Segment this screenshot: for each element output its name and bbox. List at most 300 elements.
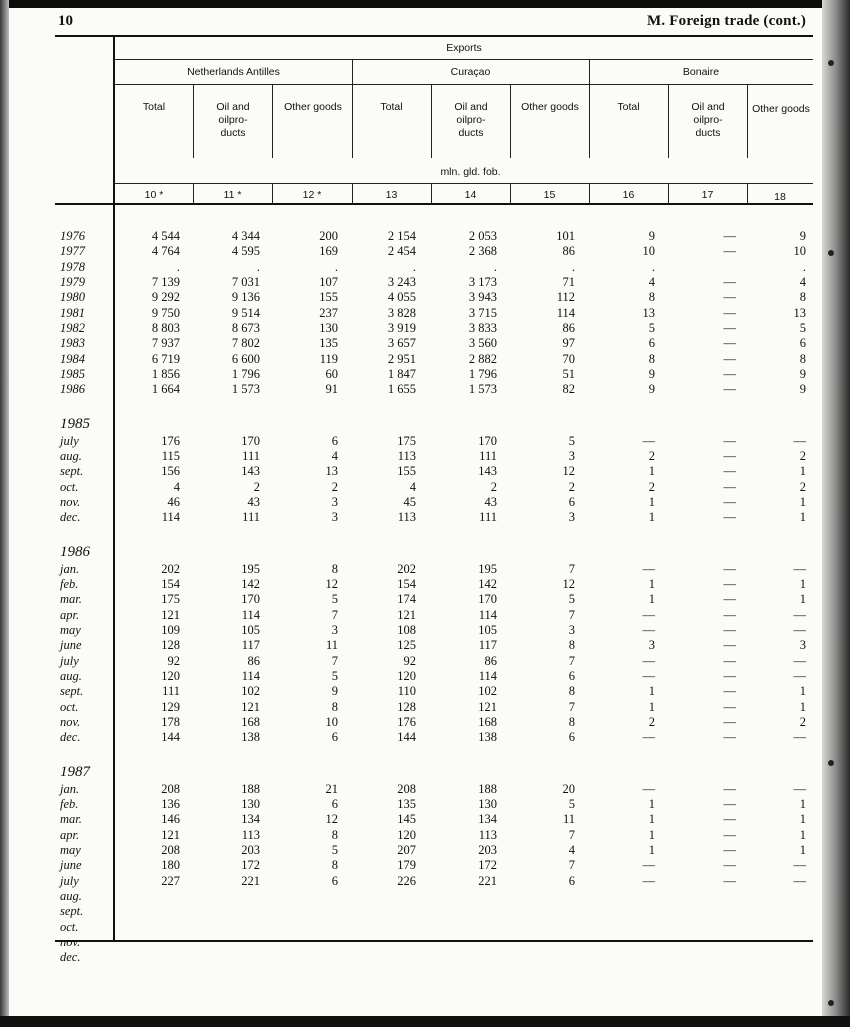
table-cell: 1 [799,796,806,811]
column-number: 14 [464,189,477,201]
table-cell: 142 [241,576,260,591]
table-cell: 11 [325,638,338,653]
table-cell: . [256,259,260,274]
table-cell: 105 [241,622,260,637]
table-cell: 1 [648,494,655,509]
table-cell: 12 [325,812,338,827]
table-cell: 156 [161,464,180,479]
table-cell: 130 [241,796,260,811]
row-label: 1980 [60,290,85,305]
table-cell: 170 [478,433,497,448]
table-cell: 3 [568,510,575,525]
table-cell: 1 [799,464,806,479]
table-cell: 6 [331,730,338,745]
table-cell: 13 [642,305,655,320]
column-number: 18 [774,191,786,203]
row-label: nov. [60,714,81,729]
table-cell: 86 [484,653,497,668]
row-label: jan. [60,561,80,576]
table-cell: 3 [648,638,655,653]
table-cell: 86 [562,320,575,335]
row-label: june [60,638,82,653]
table-cell: 3 833 [468,320,497,335]
table-cell: 1 [799,827,806,842]
table-cell: 6 [331,433,338,448]
table-cell: 121 [161,607,180,622]
table-cell: 97 [562,336,575,351]
table-cell: 2 [648,714,655,729]
table-cell: 115 [161,448,180,463]
bottom-scan-border [0,1016,850,1027]
row-label: sept. [60,464,84,479]
table-cell: 82 [562,382,575,397]
table-cell: 86 [247,653,260,668]
table-cell: 113 [397,448,416,463]
row-label: aug. [60,448,82,463]
group-rule [115,84,813,85]
unit-label: mln. gld. fob. [440,166,501,178]
table-cell: 2 [799,479,806,494]
table-cell: 121 [478,699,497,714]
table-cell: 136 [161,796,180,811]
table-cell: — [723,781,736,796]
table-cell: 11 [562,812,575,827]
col-header-total: Total [617,101,640,113]
table-cell: 1 [648,842,655,857]
table-cell: . [493,259,497,274]
table-cell: 2 [253,479,260,494]
table-cell: 125 [397,638,416,653]
row-label: dec. [60,510,81,525]
table-cell: 113 [478,827,497,842]
table-cell: 8 [331,858,338,873]
table-cell: 60 [325,366,338,381]
table-cell: — [723,699,736,714]
table-cell: 3 [568,448,575,463]
table-cell: — [723,653,736,668]
table-cell: 221 [241,873,260,888]
table-cell: 7 [568,858,575,873]
table-cell: 92 [403,653,416,668]
table-cell: — [723,336,736,351]
table-cell: 176 [397,714,416,729]
table-cell: 8 673 [231,320,260,335]
table-cell: 8 [799,351,806,366]
table-cell: 111 [479,510,497,525]
table-cell: — [793,858,806,873]
table-cell: 138 [478,730,497,745]
col-header-oil: Oil and oilpro- ducts [216,101,250,139]
binding-hole-dot [828,250,834,256]
table-cell: 6 719 [151,351,180,366]
table-cell: 92 [167,653,180,668]
table-cell: 5 [331,592,338,607]
table-cell: — [723,479,736,494]
table-cell: 130 [319,320,338,335]
table-cell: — [642,873,655,888]
row-label: 1981 [60,305,85,320]
table-cell: 128 [397,699,416,714]
table-cell: 195 [241,561,260,576]
binding-hole-dot [828,60,834,66]
col-header-total: Total [380,101,403,113]
table-cell: 4 544 [151,229,180,243]
table-cell: — [723,858,736,873]
table-cell: — [723,561,736,576]
table-cell: 9 750 [151,305,180,320]
table-cell: 6 [568,873,575,888]
col-header-other: Other goods [752,103,810,115]
table-cell: 170 [241,592,260,607]
row-label: nov. [60,934,81,949]
table-cell: 2 [648,479,655,494]
table-cell: 10 [642,244,655,259]
table-cell: 3 657 [387,336,416,351]
table-cell: 8 [799,290,806,305]
table-cell: 146 [161,812,180,827]
group-heading-curacao: Curaçao [450,66,491,78]
column-number: 12 * [302,189,322,201]
period-heading: 1986 [60,543,90,560]
table-cell: 174 [397,592,416,607]
table-cell: 107 [319,274,338,289]
row-label: 1976 [60,229,85,243]
table-cell: 142 [478,576,497,591]
table-cell: 135 [397,796,416,811]
table-cell: 9 136 [231,290,260,305]
table-cell: 1 796 [468,366,497,381]
table-cell: — [723,433,736,448]
table-cell: 2 882 [468,351,497,366]
table-cell: — [793,433,806,448]
table-cell: 138 [241,730,260,745]
table-cell: 3 [331,622,338,637]
table-cell: 227 [161,873,180,888]
row-label: may [60,842,81,857]
table-cell: 117 [478,638,497,653]
table-cell: 6 600 [231,351,260,366]
table-cell: — [723,730,736,745]
table-cell: 1 796 [231,366,260,381]
table-cell: 21 [325,781,338,796]
table-cell: 203 [241,842,260,857]
table-cell: 202 [397,561,416,576]
table-cell: 4 [648,274,655,289]
row-label: may [60,622,81,637]
row-label: oct. [60,479,79,494]
table-cell: 12 [325,576,338,591]
column-divider [431,84,432,158]
table-cell: 2 [799,448,806,463]
col-header-total: Total [142,101,166,113]
table-cell: 4 344 [231,229,260,243]
table-cell: — [723,320,736,335]
table-cell: 3 173 [468,274,497,289]
column-number: 11 * [223,189,242,201]
table-cell: 9 [799,229,806,243]
table-cell: — [642,607,655,622]
table-cell: 9 [648,229,655,243]
table-cell: — [723,244,736,259]
table-cell: 8 [331,699,338,714]
column-number: 13 [385,189,398,201]
table-cell: — [723,684,736,699]
table-cell: 8 [568,684,575,699]
row-label: aug. [60,668,82,683]
table-cell: — [723,494,736,509]
table-cell: 9 [648,382,655,397]
row-label: nov. [60,494,81,509]
table-cell: — [793,873,806,888]
table-cell: — [723,510,736,525]
row-label: 1984 [60,351,85,366]
table-cell: 110 [397,684,416,699]
table-cell: 20 [562,781,575,796]
table-cell: 1 [799,576,806,591]
table-cell: 112 [556,290,575,305]
table-cell: 168 [478,714,497,729]
table-cell: 195 [478,561,497,576]
table-cell: 7 802 [231,336,260,351]
table-cell: 155 [397,464,416,479]
table-cell: — [793,561,806,576]
table-cell: 71 [562,274,575,289]
table-cell: 188 [241,781,260,796]
table-cell: 172 [478,858,497,873]
table-cell: 121 [241,699,260,714]
column-number: 15 [543,189,556,201]
table-cell: 144 [397,730,416,745]
table-cell: 1 [648,592,655,607]
table-cell: 180 [161,858,180,873]
table-cell: 5 [799,320,806,335]
table-cell: 175 [161,592,180,607]
table-cell: 1 [648,576,655,591]
table-cell: 6 [331,873,338,888]
row-label: july [60,653,79,668]
table-cell: — [723,873,736,888]
period-heading: 1985 [60,415,90,432]
table-cell: 208 [161,781,180,796]
table-cell: 5 [648,320,655,335]
table-cell: 2 368 [468,244,497,259]
table-cell: 135 [319,336,338,351]
binding-hole-dot [828,760,834,766]
table-cell: 155 [319,290,338,305]
table-cell: — [723,351,736,366]
table-cell: 2 951 [387,351,416,366]
table-cell: 9 [648,366,655,381]
table-cell: 7 [568,607,575,622]
table-cell: — [642,433,655,448]
table-cell: 3 [799,638,806,653]
section-title: M. Foreign trade (cont.) [647,13,807,29]
row-label: june [60,858,82,873]
table-cell: 8 [648,351,655,366]
table-cell: 1 [648,796,655,811]
table-cell: 7 937 [151,336,180,351]
top-scan-border [0,0,850,8]
group-heading-netherlands-antilles: Netherlands Antilles [187,66,280,78]
table-cell: — [642,653,655,668]
table-cell: 3 560 [468,336,497,351]
table-cell: 130 [478,796,497,811]
table-cell: 8 [331,561,338,576]
table-cell: — [793,668,806,683]
table-cell: 3 715 [468,305,497,320]
table-cell: 4 764 [151,244,180,259]
table-cell: 113 [241,827,260,842]
row-label: 1979 [60,274,85,289]
table-cell: 43 [247,494,260,509]
table-cell: 203 [478,842,497,857]
column-divider [272,84,273,158]
row-label: july [60,433,79,448]
table-cell: . [176,259,180,274]
table-cell: 1 [799,684,806,699]
table-cell: 8 [648,290,655,305]
table-cell: 134 [241,812,260,827]
table-cell: 237 [319,305,338,320]
table-cell: 221 [478,873,497,888]
table-cell: 2 [331,479,338,494]
table-cell: 1 [799,842,806,857]
table-cell: 102 [241,684,260,699]
table-cell: 6 [648,336,655,351]
table-cell: — [723,592,736,607]
table-cell: 3 828 [387,305,416,320]
exports-rule [115,59,813,60]
row-label: sept. [60,904,84,919]
table-cell: 7 031 [231,274,260,289]
table-cell: — [723,464,736,479]
table-cell: — [723,305,736,320]
column-number: 17 [701,189,714,201]
table-cell: 1 [648,827,655,842]
row-label: 1978 [60,259,85,274]
col-header-other: Other goods [284,101,342,113]
row-label: feb. [60,796,79,811]
table-cell: 8 803 [151,320,180,335]
table-cell: 114 [556,305,575,320]
table-cell: 202 [161,561,180,576]
table-cell: 8 [568,638,575,653]
table-cell: — [723,448,736,463]
table-cell: 170 [241,433,260,448]
table-cell: — [723,668,736,683]
table-cell: 119 [319,351,338,366]
table-cell: 188 [478,781,497,796]
table-cell: 2 [648,448,655,463]
table-cell: 102 [478,684,497,699]
table-cell: 1 [799,812,806,827]
table-cell: 134 [478,812,497,827]
table-cell: 6 [331,796,338,811]
row-label: sept. [60,684,84,699]
table-cell: 101 [556,229,575,243]
table-cell: — [642,622,655,637]
table-cell: 1 [648,684,655,699]
table-cell: 111 [242,448,260,463]
table-cell: 1 847 [387,366,416,381]
table-cell: 143 [478,464,497,479]
table-cell: 175 [397,433,416,448]
table-cell: . [651,259,655,274]
table-cell: 207 [397,842,416,857]
row-label: 1986 [60,382,85,397]
table-cell: 143 [241,464,260,479]
column-number: 16 [622,189,635,201]
row-label: july [60,873,79,888]
table-cell: 10 [793,244,806,259]
row-label: feb. [60,576,79,591]
table-cell: 5 [331,668,338,683]
table-cell: 7 [568,699,575,714]
row-label: 1977 [60,244,85,259]
table-cell: 144 [161,730,180,745]
table-cell: . [571,259,575,274]
table-cell: 113 [397,510,416,525]
table-cell: 1 [648,464,655,479]
table-cell: 169 [319,244,338,259]
table-cell: 170 [478,592,497,607]
table-cell: 200 [319,229,338,243]
table-cell: 2 [799,714,806,729]
binding-hole-dot [828,1000,834,1006]
row-label: mar. [60,592,82,607]
table-cell: 9 [799,366,806,381]
table-cell: 109 [161,622,180,637]
table-cell: 176 [161,433,180,448]
group-heading-bonaire: Bonaire [682,66,720,78]
row-label: mar. [60,812,82,827]
table-cell: 121 [397,607,416,622]
right-page-edge [822,0,850,1027]
table-cell: — [723,827,736,842]
table-cell: — [723,842,736,857]
table-cell: 1 [648,510,655,525]
table-cell: . [412,259,416,274]
table-cell: — [723,382,736,397]
table-cell: 121 [161,827,180,842]
table-cell: — [723,274,736,289]
table-cell: 114 [478,607,497,622]
table-cell: 10 [325,714,338,729]
row-label: jan. [60,781,80,796]
table-cell: — [723,812,736,827]
table-cell: 1 [799,510,806,525]
table-cell: 6 [568,730,575,745]
table-cell: — [793,607,806,622]
row-label: oct. [60,919,79,934]
row-label: 1982 [60,320,85,335]
table-cell: 4 [799,274,806,289]
row-label: oct. [60,699,79,714]
table-cell: 2 [568,479,575,494]
row-label: 1985 [60,366,85,381]
col-header-oil: Oil and oilpro- ducts [691,101,725,139]
table-cell: 154 [397,576,416,591]
column-number: 10 * [144,189,164,201]
row-label: aug. [60,888,82,903]
table-cell: 2 [490,479,497,494]
table-cell: — [642,561,655,576]
table-cell: 51 [562,366,575,381]
table-cell: 13 [325,464,338,479]
column-divider [193,84,194,158]
exports-heading: Exports [446,42,482,54]
table-cell: 4 [568,842,575,857]
